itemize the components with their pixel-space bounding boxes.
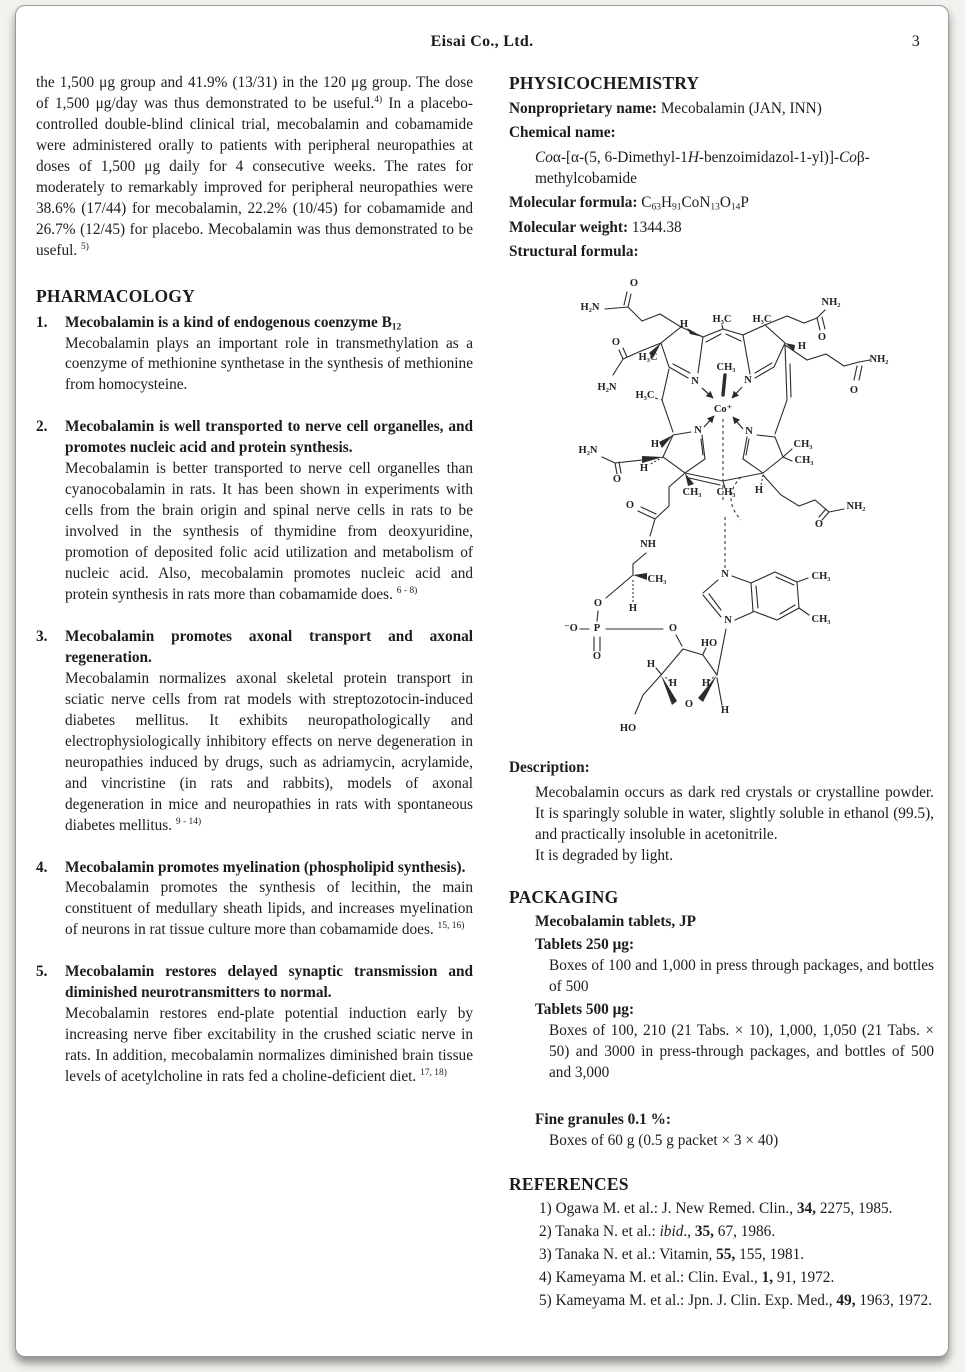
formula-atom-labels [564,278,888,734]
item-title: Mecobalamin restores delayed synaptic transmission and diminished neurotransmitters to normal. [65,963,473,1002]
svg-text:H₂N: H₂N [578,445,598,457]
svg-text:N: N [691,376,699,388]
svg-text:N: N [724,615,732,627]
svg-text:NH₂: NH₂ [846,501,866,513]
tablets-500-label: Tablets 500 μg: [535,1001,635,1019]
item-body: Mecobalamin promotes the synthesis of lecithin, the main constituent of medullary sheath lipids, and increases myelination of neurons in rat tissue culture more than cobamamide does. $^{15, 16)}$ [65,879,473,939]
svg-text:O: O [611,337,621,349]
pharmacology-item-2 [36,417,473,606]
svg-text:O: O [629,278,639,290]
item-body: Mecobalamin is better transported to nerve cell organelles than cyanocobalamin in rats. It has been shown in experiments with cells from the brain origin and spinal nerve cells in rats to be involved in the synthesis of thymidine from deoxyuridine, promotion of deposited folic acid utilization and metabolism of nucleic acid. Also, mecobalamin promotes nucleic acid and protein synthesis in rats more than cobamamide does. $^{6 - 8)}$ [65,460,473,604]
reference-item-1: 1) Ogawa M. et al.: J. New Remed. Clin., 34, 2275, 1985. [539,1199,893,1217]
svg-text:H₃C: H₃C [638,352,658,364]
svg-text:H: H [668,678,678,690]
chemical-name-label: Chemical name: [509,124,616,142]
svg-text:H: H [720,705,730,717]
right-column [509,73,934,1312]
nonproprietary-name: Nonproprietary name: Mecobalamin (JAN, INN) [509,100,822,117]
packaging-product: Mecobalamin tablets, JP [535,913,697,931]
structural-formula-label: Structural formula: [509,243,639,261]
reference-item-5: 5) Kameyama M. et al.: Jpn. J. Clin. Exp. Med., 49, 1963, 1972. [539,1291,933,1309]
page-number: 3 [911,33,920,50]
svg-text:O: O [668,623,678,635]
svg-text:H: H [797,341,807,353]
svg-text:CH₃: CH₃ [716,362,736,374]
two-column-layout [36,73,932,1312]
item-title: Mecobalamin is a kind of endogenous coenzyme $B_{12}$ [65,313,402,332]
svg-text:CH₃: CH₃ [794,455,814,467]
item-title: Mecobalamin promotes myelination (phospholipid synthesis). [65,858,466,876]
structural-formula-diagram [545,267,934,752]
pharmacology-item-5 [36,962,473,1088]
reference-item-4: 4) Kameyama M. et al.: Clin. Eval., 1, 91, 1972. [539,1268,835,1286]
pharmacology-item-3 [36,627,473,837]
svg-text:P: P [593,623,601,635]
svg-text:H₂N: H₂N [580,302,600,314]
svg-text:O: O [592,651,602,663]
svg-text:O: O [612,474,622,486]
svg-text:H₃C: H₃C [635,390,655,402]
pharmacology-heading: PHARMACOLOGY [36,285,195,306]
tablets-250-body: Boxes of 100 and 1,000 in press through packages, and bottles of 500 [549,957,934,996]
item-number: 1. [36,313,48,331]
svg-text:CH₃: CH₃ [682,487,702,499]
item-body: Mecobalamin plays an important role in transmethylation as a coenzyme of methionine synthetase in the synthesis of methionine from homocysteine. [65,334,473,394]
svg-text:HO: HO [700,638,718,650]
svg-text:H: H [754,485,764,497]
svg-text:CH₃: CH₃ [793,439,813,451]
svg-text:N: N [745,426,753,438]
svg-text:CH₃: CH₃ [647,574,667,586]
item-number: 2. [36,418,48,436]
svg-text:NH₂: NH₂ [821,297,841,309]
svg-text:H: H [679,319,689,331]
svg-text:H₃C: H₃C [752,314,772,326]
description-line2: It is degraded by light. [535,847,674,865]
svg-text:H: H [650,439,660,451]
mecobalamin-structure-svg [545,267,915,747]
fine-granules-label: Fine granules 0.1 %: [535,1111,671,1129]
physicochemistry-heading: PHYSICOCHEMISTRY [509,73,700,93]
molecular-formula: Molecular formula: $C_{63}H_{91}CoN_{13}O_{14}P$ [509,194,749,213]
svg-text:O: O [849,385,859,397]
item-title: Mecobalamin promotes axonal transport and axonal regeneration. [65,627,473,666]
reference-item-3: 3) Tanaka N. et al.: Vitamin, 55, 155, 1981. [539,1245,805,1263]
item-number: 4. [36,858,48,876]
packaging-heading: PACKAGING [509,887,619,908]
tablets-250-label: Tablets 250 μg: [535,936,635,954]
fine-granules-body: Boxes of 60 g (0.5 g packet × 3 × 40) [549,1132,779,1150]
item-body: Mecobalamin restores end-plate potential induction early by increasing nerve fiber excitability in the crushed sciatic nerve in rats. In addition, mecobalamin normalizes diminished brain tissue levels of acetylcholine in rats fed a choline-deficient diet. $^{17, 18)}$ [65,1005,473,1086]
intro-paragraph: the 1,500 μg group and 41.9% (13/31) in the 120 μg group. The dose of 1,500 μg/day was thus demonstrated to be useful.$^{4)}$ In a placebo-controlled double-blind clinical trial, mecobalamin and cobamamide were administered orally to patients with peripheral neuropathies at doses of 1,500 μg daily for 4 consecutive weeks. The rates for moderately to remarkably improved for peripheral neuropathies were 38.6% (17/44) for mecobalamin, 22.2% (10/45) for cobamamide and 26.7% (12/45) for placebo. Mecobalamin was thus demonstrated to be useful. $^{5)}$ [36,74,473,259]
svg-text:CH₃: CH₃ [811,614,831,626]
document-page [15,5,949,1357]
molecular-weight: Molecular weight: 1344.38 [509,218,682,236]
svg-text:O: O [684,699,694,711]
chemical-name-value: Coα-[α-(5, 6-Dimethyl-1H-benzoimidazol-1-yl)]-Coβ-methylcobamide [535,148,870,187]
svg-text:HO: HO [619,723,637,735]
page-header [16,6,948,51]
pharmacology-item-1 [36,313,473,397]
tablets-500-body: Boxes of 100, 210 (21 Tabs. × 10), 1,000, 1,050 (21 Tabs. × 50) and 3000 in press-through packages, and bottles of 500 and 3,000 [549,1022,934,1082]
item-body: Mecobalamin normalizes axonal skeletal protein transport in sciatic nerve cells from rat models with streptozotocin-induced diabetes mellitus. It exhibits neuropathologically and electrophysiologically inhibitory effects on nerve degeneration in neuropathies induced by drugs, such as adriamycin, acrylamide, and vincristine (in rats and rabbits), models of axonal degeneration in mice and neuropathies in rats with spontaneous diabetes mellitus. $^{9 - 14)}$ [65,669,473,834]
reference-item-2: 2) Tanaka N. et al.: ibid., 35, 67, 1986. [539,1222,776,1240]
svg-text:H₃C: H₃C [712,314,732,326]
svg-text:NH₂: NH₂ [869,354,889,366]
svg-text:H₂N: H₂N [597,382,617,394]
svg-text:N: N [721,569,729,581]
left-column [36,73,473,1312]
references-heading: REFERENCES [509,1173,629,1194]
description-body: Mecobalamin occurs as dark red crystals or crystalline powder. It is sparingly soluble in water, slightly soluble in ethanol (99.5), and practically insoluble in acetonitrile. [535,783,934,843]
svg-text:NH: NH [640,539,656,551]
svg-text:H: H [646,659,656,671]
svg-text:N: N [744,375,752,387]
svg-text:O: O [814,519,824,531]
company-header: Eisai Co., Ltd. [430,33,534,50]
svg-text:CH₃: CH₃ [811,571,831,583]
item-number: 5. [36,963,48,981]
pharmacology-item-4 [36,858,473,942]
item-number: 3. [36,627,48,645]
svg-text:H: H [628,603,638,615]
svg-text:⁻O: ⁻O [564,623,578,635]
svg-text:O: O [593,598,603,610]
description-label: Description: [509,759,590,777]
svg-text:N: N [694,425,702,437]
svg-text:O: O [625,500,635,512]
item-title: Mecobalamin is well transported to nerve cell organelles, and promotes nucleic acid and protein synthesis. [65,418,473,457]
svg-text:H: H [639,463,649,475]
svg-text:H: H [701,678,711,690]
svg-text:Co⁺: Co⁺ [713,404,733,416]
svg-text:CH₃: CH₃ [716,487,736,499]
svg-text:O: O [817,332,827,344]
